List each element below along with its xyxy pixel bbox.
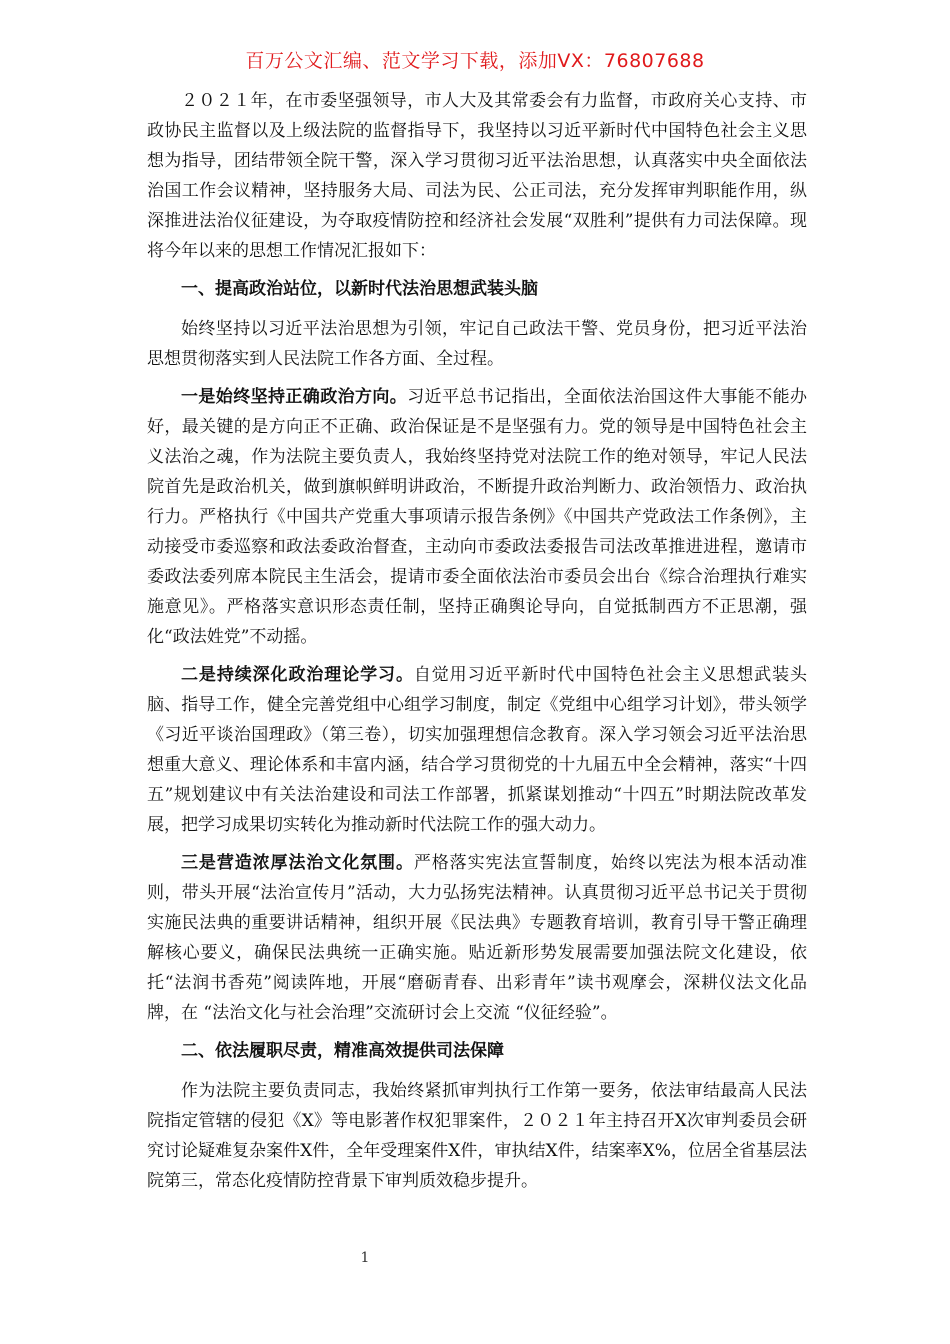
item-lead: 三是营造浓厚法治文化氛围。 — [181, 853, 414, 873]
section-heading: 二、依法履职尽责，精准高效提供司法保障 — [181, 1041, 504, 1061]
header-banner: 百万公文汇编、范文学习下载，添加VX：76807688 — [245, 50, 705, 72]
item-paragraph — [147, 660, 807, 840]
item-lead: 二是持续深化政治理论学习。 — [181, 665, 414, 685]
item-paragraph — [147, 848, 807, 1028]
document-body — [147, 86, 807, 1204]
item-text: 习近平总书记指出，全面依法治国这件大事能不能办好，最关键的是方向正不正确、政治保证是不是坚强有力。党的领导是中国特色社会主义法治之魂，作为法院主要负责人，我始终坚持党对法院工作的绝对领导，牢记人民法院首先是政治机关，做到旗帜鲜明讲政治，不断提升政治判断力、政治领悟力、政治执行力。严格执行《中国共产党重大事项请示报告条例》《中国共产党政法工作条例》，主动接受市委巡察和政法委政治督查，主动向市委政法委报告司法改革推进进程，邀请市委政法委列席本院民主生活会，提请市委全面依法治市委员会出台《综合治理执行难实施意见》。严格落实意识形态责任制，坚持正确舆论导向，自觉抵制西方不正思潮，强化“政法姓党”不动摇。 — [147, 387, 808, 647]
section-intro-paragraph: 始终坚持以习近平法治思想为引领，牢记自己政法干警、党员身份，把习近平法治思想贯彻落实到人民法院工作各方面、全过程。 — [147, 319, 807, 369]
item-lead: 一是始终坚持正确政治方向。 — [181, 387, 408, 407]
page-number: 1 — [360, 1250, 370, 1266]
section-heading: 一、提高政治站位，以新时代法治思想武装头脑 — [181, 279, 538, 299]
item-text: 严格落实宪法宣誓制度，始终以宪法为根本活动准则，带头开展“法治宣传月”活动，大力弘扬宪法精神。认真贯彻习近平总书记关于贯彻实施民法典的重要讲话精神，组织开展《民法典》专题教育培训，教育引导干警正确理解核心要义，确保民法典统一正确实施。贴近新形势发展需要加强法院文化建设，依托“法润书香苑”阅读阵地，开展“磨砺青春、出彩青年”读书观摩会，深耕仪法文化品牌，在 “法治文化与社会治理”交流研讨会上交流 “仪征经验”。 — [147, 853, 808, 1023]
item-text: 自觉用习近平新时代中国特色社会主义思想武装头脑、指导工作，健全完善党组中心组学习制度，制定《党组中心组学习计划》，带头领学《习近平谈治国理政》（第三卷），切实加强理想信念教育。深入学习领会习近平法治思想重大意义、理论体系和丰富内涵，结合学习贯彻党的十九届五中全会精神，落实“十四五”规划建议中有关法治建设和司法工作部署，抓紧谋划推动“十四五”时期法院改革发展，把学习成果切实转化为推动新时代法院工作的强大动力。 — [147, 665, 808, 835]
section-intro-paragraph: 作为法院主要负责同志，我始终紧抓审判执行工作第一要务，依法审结最高人民法院指定管辖的侵犯《X》等电影著作权犯罪案件，２０２１年主持召开X次审判委员会研究讨论疑难复杂案件X件，全年受理案件X件，审执结X件，结案率X%，位居全省基层法院第三，常态化疫情防控背景下审判质效稳步提升。 — [147, 1081, 807, 1191]
item-paragraph — [147, 382, 807, 652]
intro-paragraph: ２０２１年，在市委坚强领导，市人大及其常委会有力监督，市政府关心支持、市政协民主监督以及上级法院的监督指导下，我坚持以习近平新时代中国特色社会主义思想为指导，团结带领全院干警，深入学习贯彻习近平法治思想，认真落实中央全面依法治国工作会议精神，坚持服务大局、司法为民、公正司法，充分发挥审判职能作用，纵深推进法治仪征建设，为夺取疫情防控和经济社会发展“双胜利”提供有力司法保障。现将今年以来的思想工作情况汇报如下： — [147, 91, 807, 261]
